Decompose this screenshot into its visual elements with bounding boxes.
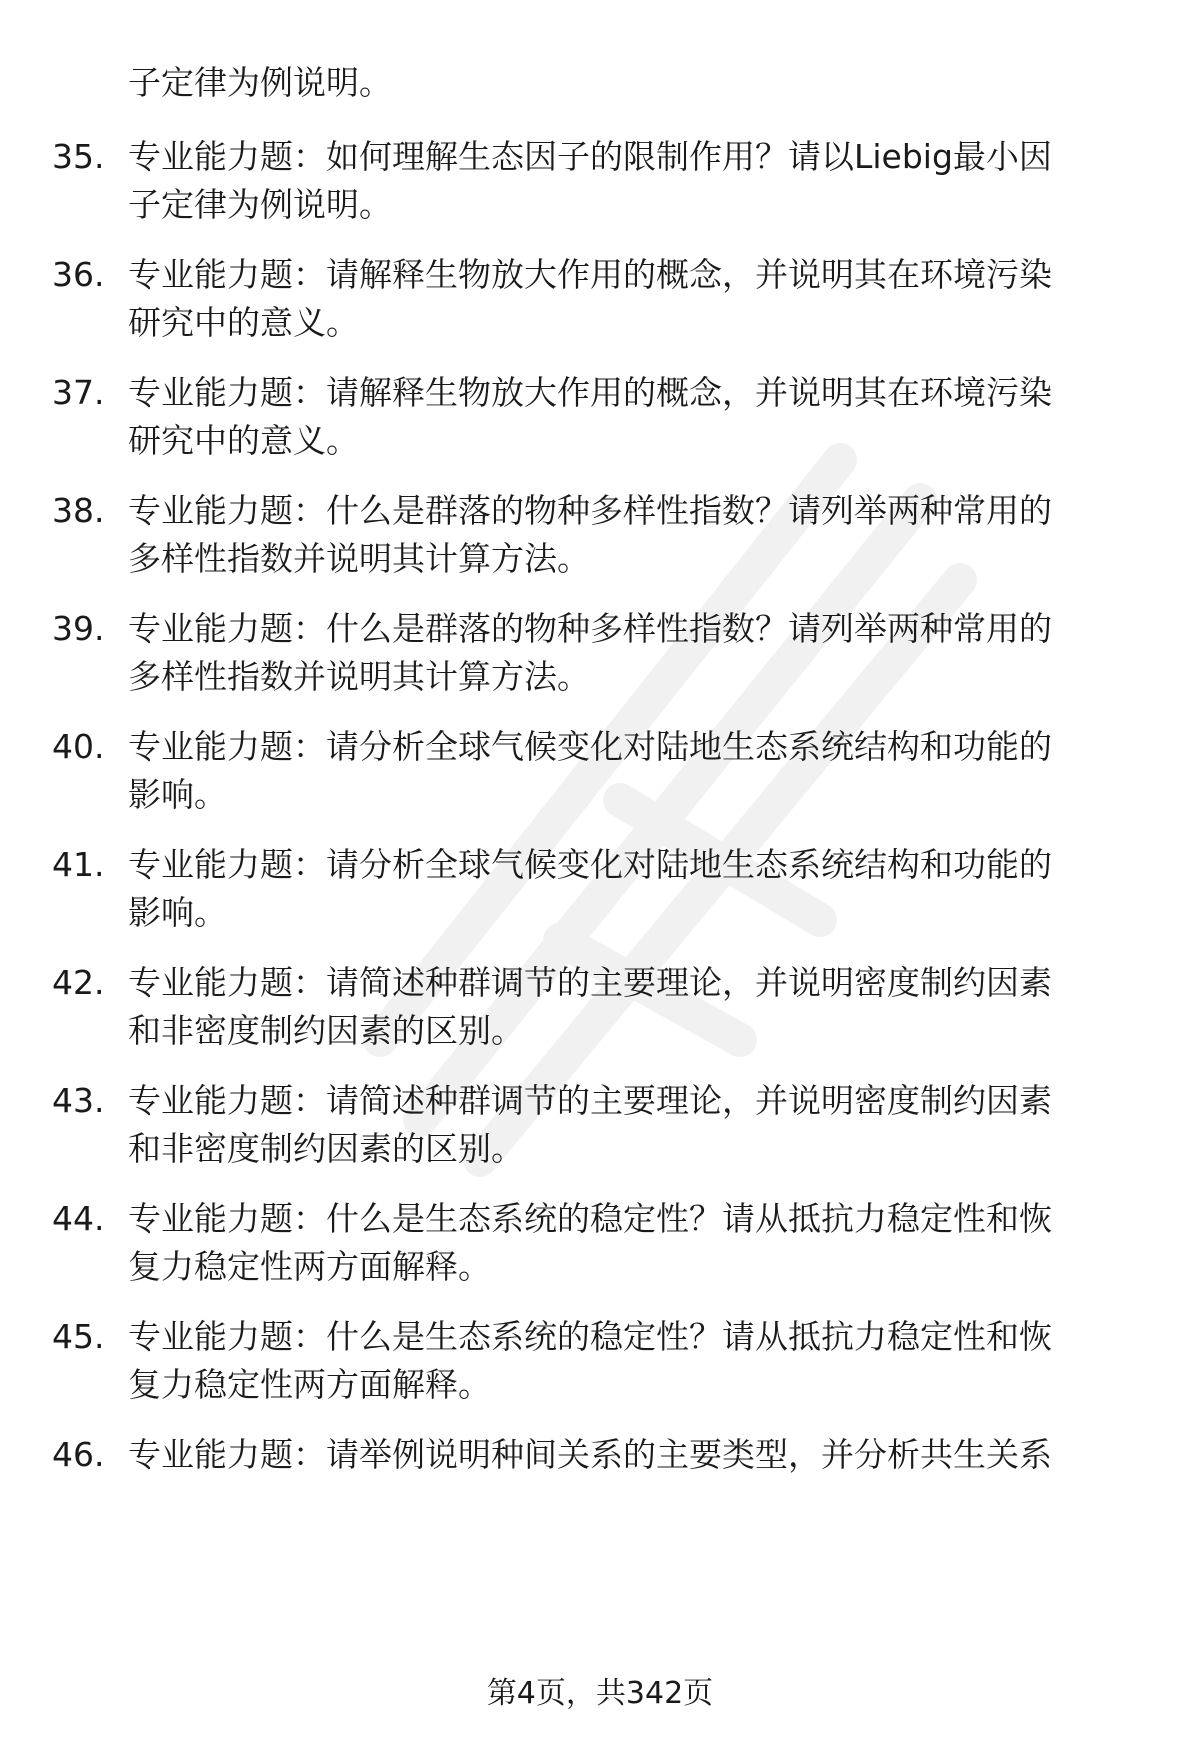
question-number: 35.	[52, 137, 105, 176]
question-number: 36.	[52, 255, 105, 294]
question-text-line2: 子定律为例说明。	[128, 185, 392, 224]
question-text-line1: 专业能力题：请分析全球气候变化对陆地生态系统结构和功能的	[128, 845, 1052, 884]
page-footer: 第4页，共342页	[486, 1676, 714, 1711]
question-text-line2: 复力稳定性两方面解释。	[128, 1365, 491, 1404]
question-text-line1: 专业能力题：请举例说明种间关系的主要类型，并分析共生关系	[128, 1435, 1052, 1474]
question-text-line2: 多样性指数并说明其计算方法。	[128, 657, 590, 696]
question-number: 38.	[52, 491, 105, 530]
question-text-line1: 专业能力题：请解释生物放大作用的概念，并说明其在环境污染	[128, 255, 1052, 294]
question-number: 44.	[52, 1199, 105, 1238]
question-text-line1: 专业能力题：请简述种群调节的主要理论，并说明密度制约因素	[128, 1081, 1052, 1120]
question-number: 40.	[52, 727, 105, 766]
question-text-line2: 影响。	[128, 893, 227, 932]
question-text-line1: 专业能力题：请分析全球气候变化对陆地生态系统结构和功能的	[128, 727, 1052, 766]
question-text-line1: 专业能力题：什么是群落的物种多样性指数？请列举两种常用的	[128, 609, 1052, 648]
question-number: 37.	[52, 373, 105, 412]
question-number: 43.	[52, 1081, 105, 1120]
question-text-line2: 复力稳定性两方面解释。	[128, 1247, 491, 1286]
question-text-line1: 专业能力题：什么是群落的物种多样性指数？请列举两种常用的	[128, 491, 1052, 530]
continuation-text: 子定律为例说明。	[128, 63, 392, 102]
question-number: 46.	[52, 1435, 105, 1474]
question-text-line2: 研究中的意义。	[128, 303, 359, 342]
question-text-line1: 专业能力题：请解释生物放大作用的概念，并说明其在环境污染	[128, 373, 1052, 412]
question-text-line1: 专业能力题：什么是生态系统的稳定性？请从抵抗力稳定性和恢	[128, 1199, 1052, 1238]
question-number: 41.	[52, 845, 105, 884]
question-text-line2: 多样性指数并说明其计算方法。	[128, 539, 590, 578]
question-number: 45.	[52, 1317, 105, 1356]
question-number: 42.	[52, 963, 105, 1002]
question-text-line1: 专业能力题：什么是生态系统的稳定性？请从抵抗力稳定性和恢	[128, 1317, 1052, 1356]
question-text-line2: 和非密度制约因素的区别。	[128, 1011, 524, 1050]
question-number: 39.	[52, 609, 105, 648]
question-text-line2: 影响。	[128, 775, 227, 814]
question-text-line1: 专业能力题：如何理解生态因子的限制作用？请以Liebig最小因	[128, 137, 1052, 176]
question-text-line2: 和非密度制约因素的区别。	[128, 1129, 524, 1168]
question-text-line2: 研究中的意义。	[128, 421, 359, 460]
question-text-line1: 专业能力题：请简述种群调节的主要理论，并说明密度制约因素	[128, 963, 1052, 1002]
